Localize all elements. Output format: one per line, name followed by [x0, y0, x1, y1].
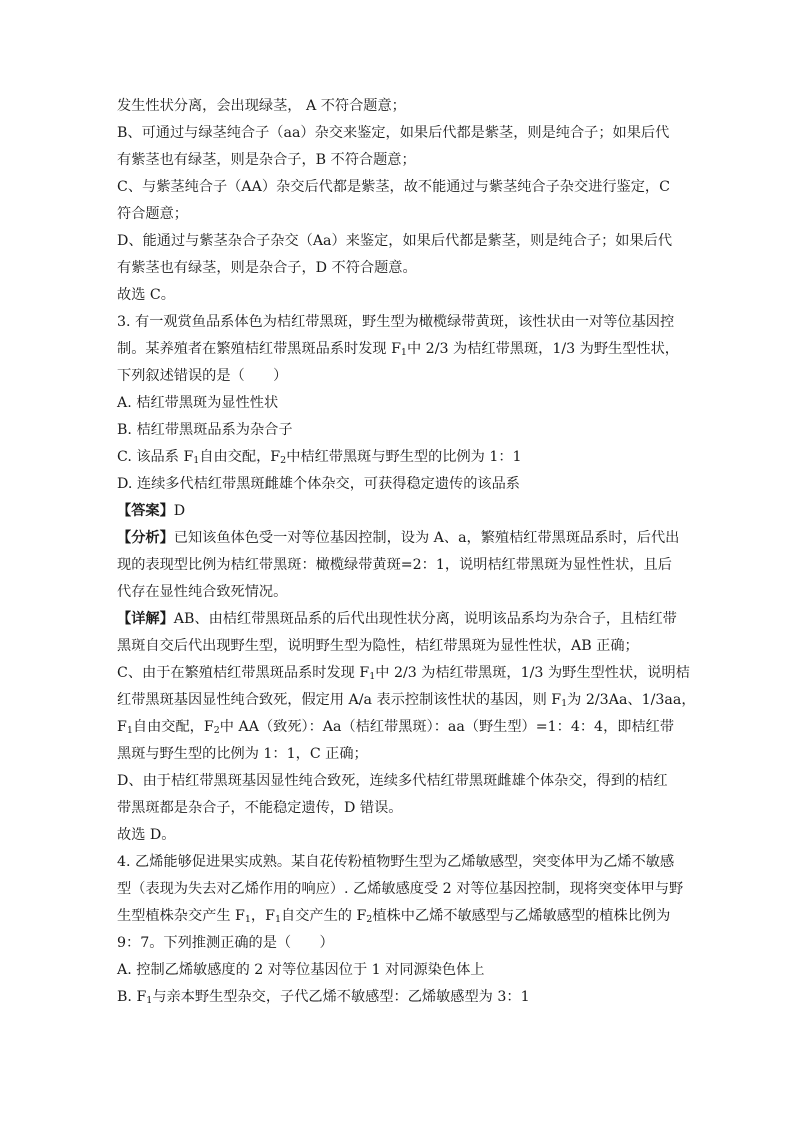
question-3-option-c: C. 该品系 $F_1$自由交配，$F_2$中桔红带黑斑与野生型的比例为 1：1: [117, 449, 522, 466]
question-4-option-a: A. 控制乙烯敏感度的 2 对等位基因位于 1 对同源染色体上: [117, 962, 485, 978]
question-4-stem: 4. 乙烯能够促进果实成熟。某自花传粉植物野生型为乙烯敏感型，突变体甲为乙烯不敏感: [117, 854, 675, 870]
question-3-answer: 【答案】D: [117, 503, 186, 519]
document-page: [117, 93, 696, 1011]
question-3-detail: 【详解】AB、由桔红带黑斑品系的后代出现性状分离，说明该品系均为杂合子，且桔红带: [117, 611, 677, 627]
question-3-detail: 黑斑与野生型的比例为 1：1，C 正确；: [117, 746, 368, 762]
question-3-option-d: D. 连续多代桔红带黑斑雌雄个体杂交，可获得稳定遗传的该品系: [117, 476, 520, 492]
text-line: 发生性状分离，会出现绿茎， A 不符合题意；: [117, 98, 406, 114]
question-3-analysis: 代存在显性纯合致死情况。: [117, 584, 288, 600]
question-3-conclusion: 故选 D。: [117, 827, 176, 843]
question-3-stem: 下列叙述错误的是（ ）: [117, 368, 288, 384]
answer-label: 【答案】: [117, 503, 174, 519]
question-3-detail: D、由于桔红带黑斑基因显性纯合致死，连续多代桔红带黑斑雌雄个体杂交，得到的桔红: [117, 773, 668, 789]
question-3-option-a: A. 桔红带黑斑为显性性状: [117, 395, 279, 411]
text-line: 符合题意；: [117, 206, 188, 222]
question-3-detail: 黑斑自交后代出现野生型，说明野生型为隐性，桔红带黑斑为显性性状，AB 正确；: [117, 638, 639, 654]
question-3-stem: 制。某养殖者在繁殖桔红带黑斑品系时发现 $F_1$中 2/3 为桔红带黑斑，1/3 为野生型性状，: [117, 341, 679, 358]
question-3-detail: 红带黑斑基因显性纯合致死，假定用 A/a 表示控制该性状的基因，则 $F_1$为 2/3Aa、1/3aa，: [117, 692, 696, 709]
analysis-label: 【分析】: [117, 530, 174, 546]
text-line: 故选 C。: [117, 287, 175, 303]
question-3-analysis: 【分析】已知该鱼体色受一对等位基因控制，设为 A、a，繁殖桔红带黑斑品系时，后代出: [117, 530, 680, 546]
question-3-detail: C、由于在繁殖桔红带黑斑品系时发现 $F_1$中 2/3 为桔红带黑斑，1/3 为野生型性状，说明桔: [117, 665, 690, 682]
text-line: C、与紫茎纯合子（AA）杂交后代都是紫茎，故不能通过与紫茎纯合子杂交进行鉴定，C: [117, 179, 670, 195]
detail-label: 【详解】: [117, 611, 174, 627]
question-4-stem: 9：7。下列推测正确的是（ ）: [117, 935, 334, 951]
question-3-detail: 带黑斑都是杂合子，不能稳定遗传，D 错误。: [117, 800, 403, 816]
question-3-analysis: 现的表现型比例为桔红带黑斑：橄榄绿带黄斑=2：1，说明桔红带黑斑为显性性状，且后: [117, 557, 672, 573]
question-3-stem: 3. 有一观赏鱼品系体色为桔红带黑斑，野生型为橄榄绿带黄斑，该性状由一对等位基因控: [117, 314, 675, 330]
text-line: B、可通过与绿茎纯合子（aa）杂交来鉴定，如果后代都是紫茎，则是纯合子；如果后代: [117, 125, 670, 141]
question-3-detail: $F_1$自由交配，$F_2$中 AA（致死）：Aa（桔红带黑斑）：aa（野生型）=1：4：4，即桔红带: [117, 719, 675, 736]
question-4-option-b: B. $F_1$与亲本野生型杂交，子代乙烯不敏感型：乙烯敏感型为 3：1: [117, 989, 530, 1006]
question-4-stem: 型（表现为失去对乙烯作用的响应）. 乙烯敏感度受 2 对等位基因控制，现将突变体甲与野: [117, 881, 684, 897]
text-line: 有紫茎也有绿茎，则是杂合子，B 不符合题意；: [117, 152, 416, 168]
question-3-option-b: B. 桔红带黑斑品系为杂合子: [117, 422, 293, 438]
text-line: 有紫茎也有绿茎，则是杂合子，D 不符合题意。: [117, 260, 417, 276]
text-line: D、能通过与紫茎杂合子杂交（Aa）来鉴定，如果后代都是紫茎，则是纯合子；如果后代: [117, 233, 673, 249]
question-4-stem: 生型植株杂交产生 $F_1$，$F_1$自交产生的 $F_2$植株中乙烯不敏感型与乙烯敏感型的植株比例为: [117, 908, 671, 925]
